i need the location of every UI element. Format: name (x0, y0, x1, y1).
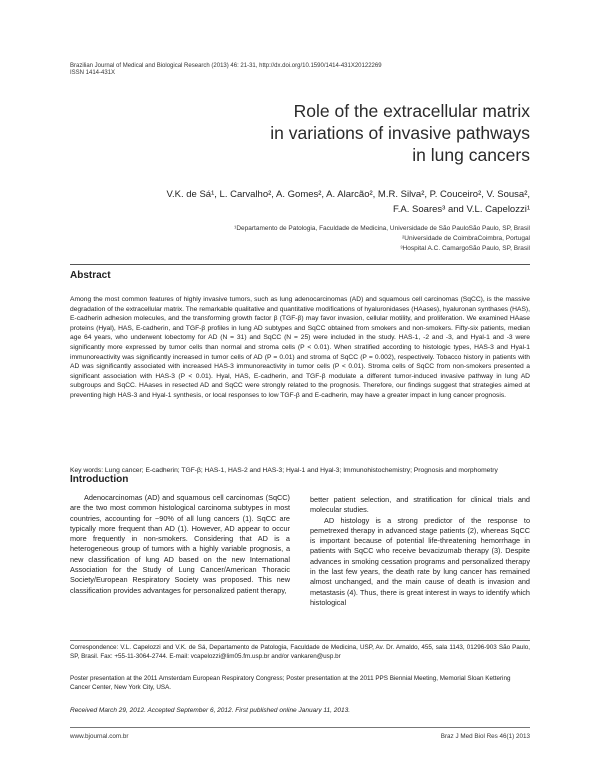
intro-right-column (310, 495, 530, 608)
affiliation-1: ¹Departamento de Patologia, Faculdade de Medicina, Universidade de São PauloSão Paulo, SP, Brasil (234, 225, 530, 232)
keywords: Key words: Lung cancer; E-cadherin; TGF-β; HAS-1, HAS-2 and HAS-3; Hyal-1 and Hyal-3; Immunohistochemistry; Prognosis and morphometry (70, 467, 498, 474)
paper-title (150, 100, 530, 166)
poster-note: Poster presentation at the 2011 Amsterdam European Respiratory Congress; Poster presentation at the 2011 PPS Biennial Meeting, Memorial Sloan Kettering Cancer Center, New York City, USA. (70, 675, 511, 691)
introduction-heading: Introduction (70, 474, 129, 485)
authors-line-1: V.K. de Sá¹, L. Carvalho², A. Gomes², A. Alarcão², M.R. Silva², P. Couceiro², V. Sousa², (166, 189, 530, 200)
footer-rule (70, 727, 530, 728)
issn: ISSN 1414-431X (70, 70, 116, 76)
correspondence-note: Correspondence: V.L. Capelozzi and V.K. de Sá, Departamento de Patologia, Faculdade de Medicina, USP, Av. Dr. Arnaldo, 455, sala 1143, 01296-903 São Paulo, SP, Brasil. Fax: +55-11-3064-2744. E-mail: vcapelozzi@lim05.fm.usp.br and/or vankaren@usp.br (70, 644, 530, 660)
footer-website: www.bjournal.com.br (70, 733, 129, 740)
affiliation-2: ²Universidade de CoimbraCoimbra, Portugal (402, 235, 530, 242)
journal-citation (70, 63, 382, 77)
title-line-3: in lung cancers (412, 145, 530, 165)
intro-paragraph-1-continued: better patient selection, and stratification for clinical trials and molecular studies. (310, 495, 530, 515)
intro-left-column (70, 493, 290, 596)
intro-paragraph-2: AD histology is a strong predictor of the response to pemetrexed therapy in advanced stage patients (2), whereas SqCC is important because of potential life-threatening hemorrhage in patients with SqCC who receive bevacizumab therapy (3). Despite advances in smoking cessation programs and personalized therapy in the last few years, the death rate by lung cancer has remained almost unchanged, and the main cause of death is invasion and metastasis (4). Thus, there is great interest in ways to identify which histological (310, 515, 530, 607)
author-list (150, 187, 530, 217)
introduction-heading-wrap (70, 474, 128, 485)
abstract-heading: Abstract (70, 270, 111, 281)
affiliation-3: ³Hospital A.C. CamargoSão Paulo, SP, Brasil (400, 245, 530, 252)
title-line-2: in variations of invasive pathways (270, 123, 530, 143)
footnote-rule (70, 640, 530, 641)
authors-line-2: F.A. Soares³ and V.L. Capelozzi¹ (393, 204, 530, 215)
received-dates: Received March 29, 2012. Accepted September 6, 2012. First published online January 11, 2013. (70, 707, 351, 714)
abstract-top-rule (70, 264, 530, 265)
affiliations (150, 224, 530, 254)
journal-line: Brazilian Journal of Medical and Biological Research (2013) 46: 21-31, http://dx.doi.org/10.1590/1414-431X20122269 (70, 63, 382, 69)
abstract-body: Among the most common features of highly invasive tumors, such as lung adenocarcinomas (AD) and squamous cell carcinomas (SqCC), is the massive degradation of the extracellular matrix. The remarkable qualitative and quantitative modifications of hyaluronidases (HAases), hyaluronan synthases (HAS), E-cadherin adhesion molecules, and the transforming growth factor β (TGF-β) may favor invasion, cellular motility, and proliferation. We examined HAase proteins (Hyal), HAS, E-cadherin, and TGF-β profiles in lung AD subtypes and SqCC obtained from smokers and non-smokers. Fifty-six patients, median age 64 years, who underwent lobectomy for AD (N = 31) and SqCC (N = 25) were included in the study. HAS-1, -2 and -3, and Hyal-1 and -3 were significantly more expressed by tumor cells than normal and stroma cells (P < 0.01). When stratified according to histologic types, HAS-3 and Hyal-1 immunoreactivity was significantly increased in tumor cells of AD (P = 0.01) and stroma of SqCC (P = 0.002), respectively. Tobacco history in patients with AD was significantly associated with increased HAS-3 immunoreactivity in tumor cells (P < 0.01). Stroma cells of SqCC from non-smokers presented a significant association with HAS-3 (P < 0.01). Hyal, HAS, E-cadherin, and TGF-β modulate a different tumor-induced invasive pathway in lung AD subgroups and SqCC. HAases in resected AD and SqCC were strongly related to the prognosis. Therefore, our findings suggest that strategies aimed at preventing high HAS-3 and Hyal-1 synthesis, or local responses to low TGF-β and E-cadherin, may have a greater impact in lung cancer prognosis. (70, 296, 530, 399)
abstract-heading-wrap (70, 270, 111, 281)
footer-citation: Braz J Med Biol Res 46(1) 2013 (440, 733, 530, 740)
title-line-1: Role of the extracellular matrix (293, 101, 530, 121)
intro-paragraph-1: Adenocarcinomas (AD) and squamous cell carcinomas (SqCC) are the two most common histological carcinoma subtypes in most countries, accounting for ~90% of all lung cancers (1). SqCC are typically more frequent than AD (1). However, AD appear to occur more frequently in non-smokers. Considering that AD is a heterogeneous group of tumors with a highly variable prognosis, a new classification of lung AD based on the new International Association for the Study of Lung Cancer/American Thoracic Society/European Respiratory Society was proposed. This new classification provides advantages for personalized patient therapy, (70, 493, 290, 595)
